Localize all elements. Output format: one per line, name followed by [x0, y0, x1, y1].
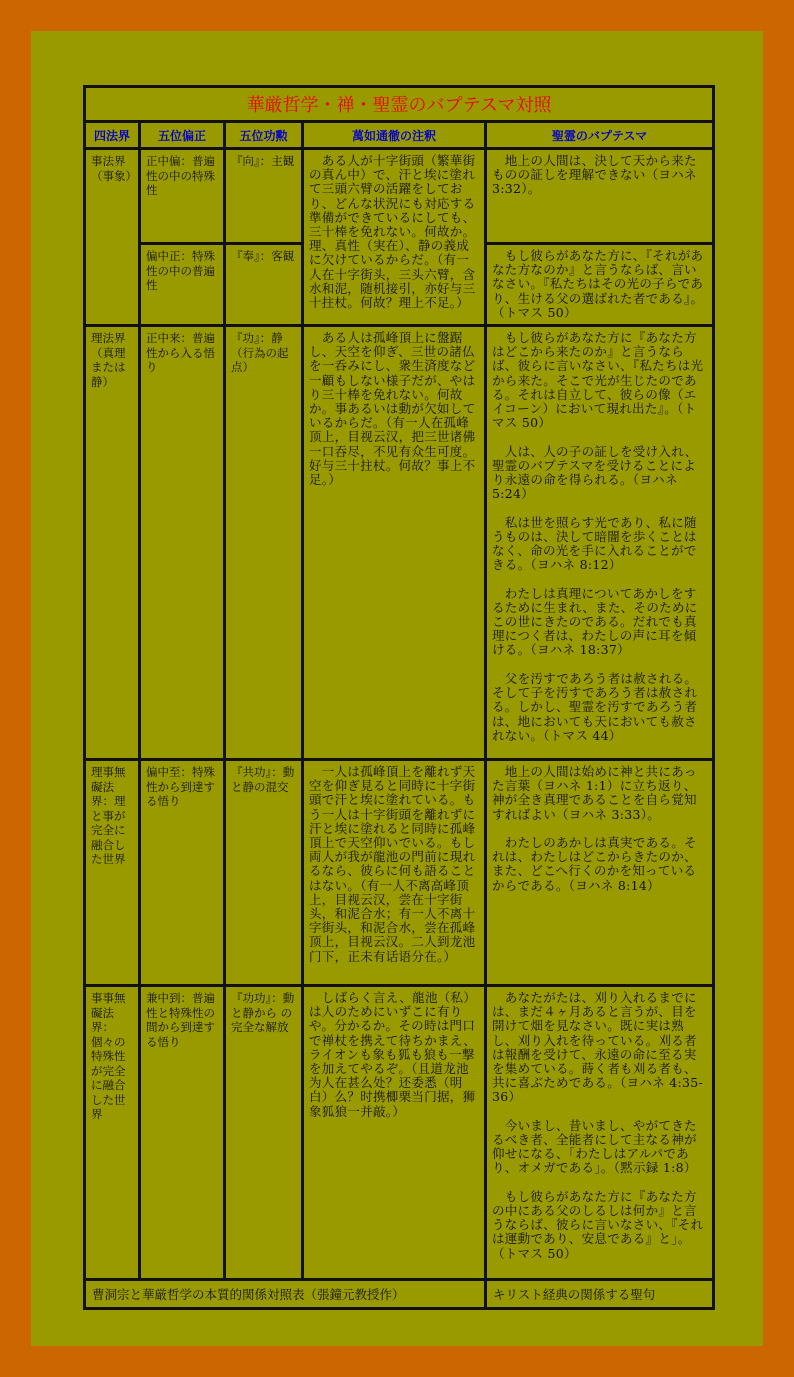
header-annotation: 萬如通徹の注釈: [303, 122, 486, 149]
header-baptism: 聖霊のバプテスマ: [486, 122, 714, 149]
realm-cell: 事事無礙法界：個々の特殊性が完全に融合した世界: [85, 986, 140, 1280]
rank-cell: 兼中到：普遍性と特殊性の間から到達する悟り: [140, 986, 225, 1280]
header-five-ranks: 五位偏正: [140, 122, 225, 149]
merit-cell: 『共功』：動と静の混交: [225, 760, 303, 986]
header-five-merits: 五位功勲: [225, 122, 303, 149]
rank-cell: 偏中正：特殊性の中の普遍性: [140, 244, 225, 326]
annotation-cell: ある人が十字街頭（繁華街の真ん中）で、汗と埃に塗れて三頭六臂の活躍をしており、どんな状況にも対応する準備ができているにしても、三十棒を免れない。何故か。理、真性（実在）、静の義成に欠けているからだ。（有一人在十字街头，三头六臂，含水和泥，随机接引，亦好与三十拄杖。何故？理上不足。）: [303, 149, 486, 326]
annotation-cell: ある人は孤峰頂上に盤踞し、天空を仰ぎ、三世の諸仏を一呑みにし、衆生済度など一顧もしない様子だが、やはり三十棒を免れない。何故か。事あるいは動が欠如しているからだ。（有一人在孤峰顶上，目视云汉，把三世诸佛一口吞尽，不见有众生可度。好与三十拄杖。何故？事上不足。）: [303, 326, 486, 760]
merit-cell: 『奉』：客観: [225, 244, 303, 326]
merit-cell: 『功』：静（行為の起点）: [225, 326, 303, 760]
baptism-cell: もし彼らがあなた方に『あなた方はどこから来たのか』と言うならば、彼らに言いなさい、『私たちは光から来た。そこで光が生じたのである。それは自立して、彼らの像（エイコーン）において現れ出た』。（トマス 50） 人は、人の子の証しを受け入れ、聖霊のバプテスマを受けることにより永遠の命を得られる。（ヨハネ 5:24） 私は世を照らす光であり、私に随うものは、決して暗闇を歩くことはなく、命の光を手に入れることができる。（ヨハネ 8:12） わたしは真理についてあかしをするために生まれ、また、そのためにこの世にきたのである。だれでも真理につく者は、わたしの声に耳を傾ける。（ヨハネ 18:37） 父を汚すであろう者は赦される。そして子を汚すであろう者は赦される。しかし、聖霊を汚すであろう者は、地においても天においても赦されない。（トマス 44）: [486, 326, 714, 760]
realm-cell: 事法界（事象）: [85, 149, 140, 326]
merit-cell: 『功功』：動と静から の完全な解放: [225, 986, 303, 1280]
rank-cell: 偏中至：特殊性から到達する悟り: [140, 760, 225, 986]
baptism-cell: 地上の人間は始めに神と共にあった言葉（ヨハネ 1:1）に立ち返り、神が全き真理であることを自ら覚知すればよい（ヨハネ 3:33）。 わたしのあかしは真実である。それは、わたしはどこからきたのか、また、どこへ行くのかを知っているからである。（ヨハネ 8:14）: [486, 760, 714, 986]
comparison-table: [83, 85, 715, 1310]
merit-cell: 『向』：主観: [225, 149, 303, 244]
table-title: 華厳哲学・禅・聖霊のバプテスマ対照: [85, 87, 714, 122]
annotation-cell: しばらく言え、龍池（私）は人のためにいずこに有りや。分かるか。その時は門口で禅杖を携えて待ちかまえ、ライオンも象も狐も狼も一撃を加えてやるぞ。（且道龙池为人在甚么处？还委悉（明白）么？时携楖栗当门据，狮象狐狼一并敲。）: [303, 986, 486, 1280]
realm-cell: 理事無礙法界：理と事が完全に融合した世界: [85, 760, 140, 986]
baptism-cell: もし彼らがあなた方に、『それがあなた方なのか』と言うならば、言いなさい。『私たちはその光の子らであり、生ける父の選ばれた者である』。（トマス 50）: [486, 244, 714, 326]
baptism-cell: あなたがたは、刈り入れるまでには、まだ４ヶ月あると言うが、目を開けて畑を見なさい。既に実は熟し、刈り入れを待っている。刈る者は報酬を受けて、永遠の命に至る実を集めている。蒔く者も刈る者も、共に喜ぶためである。（ヨハネ 4:35-36） 今いまし、昔いまし、やがてきたるべき者、全能者にして主なる神が仰せになる、「わたしはアルパであり、オメガである」。（黙示録 1:8） もし彼らがあなた方に『あなた方の中にある父のしるしは何か』と言うならば、彼らに言いなさい、『それは運動であり、安息である』と」。（トマス 50）: [486, 986, 714, 1280]
realm-cell: 理法界（真理または静）: [85, 326, 140, 760]
rank-cell: 正中来：普遍性から入る悟り: [140, 326, 225, 760]
footer-source: 曹洞宗と華厳哲学の本質的関係対照表（張鐘元教授作）: [85, 1280, 486, 1309]
header-four-realms: 四法界: [85, 122, 140, 149]
annotation-cell: 一人は孤峰頂上を離れず天空を仰ぎ見ると同時に十字街頭で汗と埃に塗れている。もう一人は十字街頭を離れずに汗と埃に塗れると同時に孤峰頂上で天空仰いでいる。もし両人が我が龍池の門前に現れるなら、彼らに何も語ることはない。（有一人不离高峰顶上，目视云汉，尝在十字街头，和泥合水；有一人不离十字街头，和泥合水，尝在孤峰顶上，目视云汉。二人到龙池门下，正未有话语分在。）: [303, 760, 486, 986]
footer-scripture-note: キリスト経典の関係する聖句: [486, 1280, 714, 1309]
rank-cell: 正中偏：普遍性の中の特殊性: [140, 149, 225, 244]
baptism-cell: 地上の人間は、決して天から来たものの証しを理解できない（ヨハネ 3:32）。: [486, 149, 714, 244]
